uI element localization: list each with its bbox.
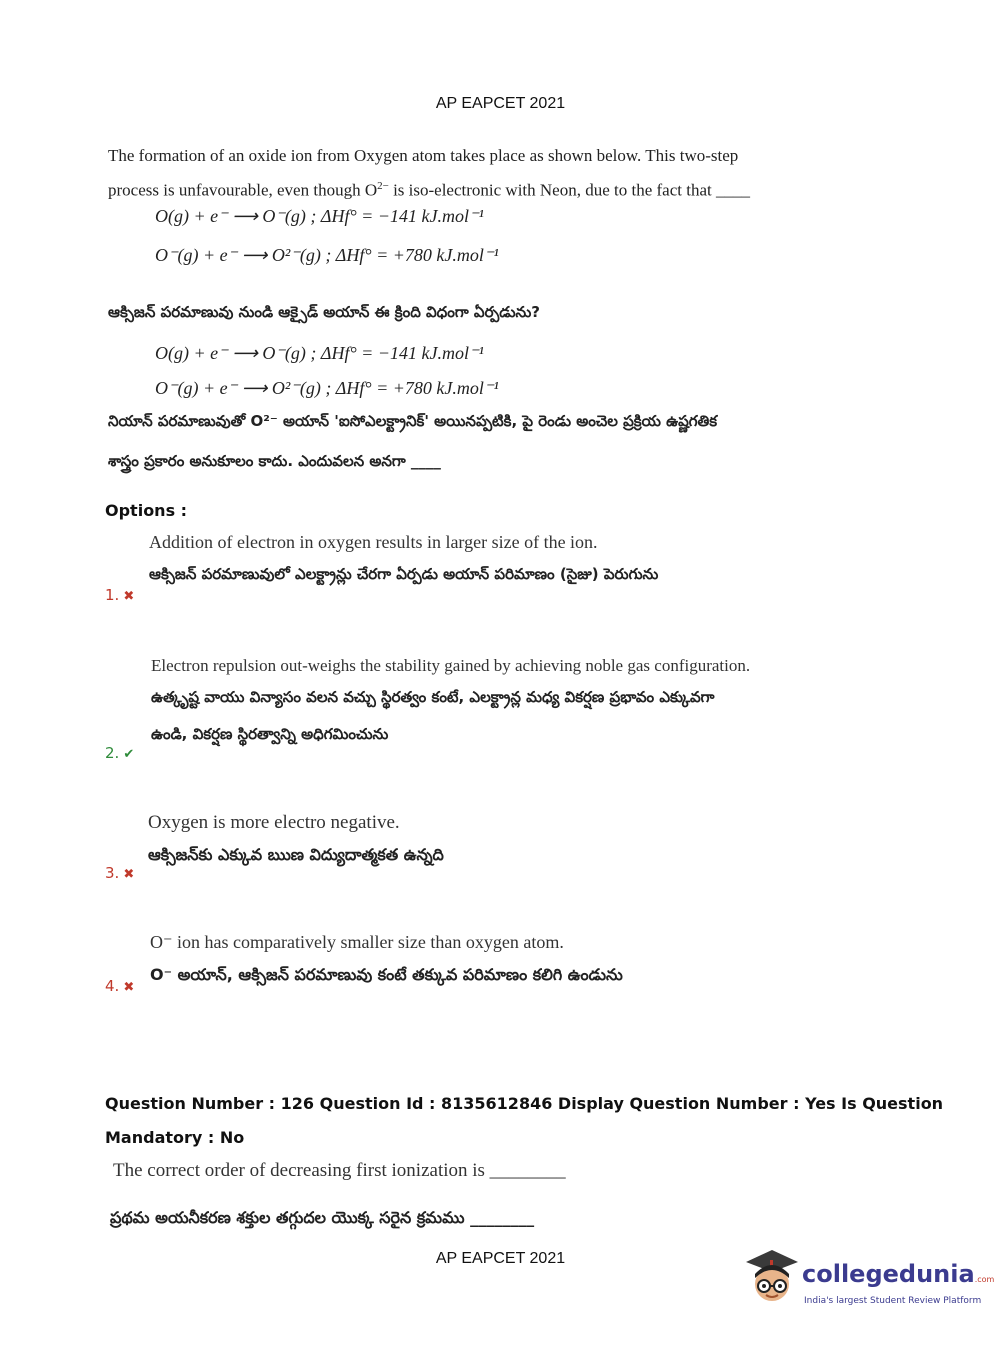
- option-3-marker: [105, 864, 134, 882]
- option-3-text-en: Oxygen is more electro negative.: [148, 812, 400, 833]
- option-3-number: 3.: [105, 864, 120, 882]
- logo-suffix: .com: [974, 1275, 995, 1284]
- option-1-number: 1.: [105, 586, 120, 604]
- question-line-2-sup: 2−: [377, 180, 389, 192]
- cross-icon: ✖: [123, 589, 135, 604]
- option-1-text-te: ఆక్సిజన్ పరమాణువులో ఎలక్ట్రాన్లు చేరగా ఏర్పడు అయాన్ పరిమాణం (సైజు) పెరుగును: [149, 565, 659, 583]
- option-4-number: 4.: [105, 977, 120, 995]
- question-line-2: [108, 171, 748, 206]
- option-2-marker: [105, 744, 134, 762]
- option-2-text-te-line-2: ఉండి, వికర్షణ స్థిరత్వాన్ని అధిగమించును: [151, 725, 389, 743]
- option-2-text-en: Electron repulsion out-weighs the stability gained by achieving noble gas configuration.: [151, 656, 751, 675]
- question-meta-line-2: Mandatory : No: [105, 1128, 245, 1147]
- equation-2: O⁻(g) + e⁻ ⟶ O²⁻(g) ; ΔHf° = +780 kJ.mol⁻¹: [155, 245, 499, 265]
- mascot-icon: [742, 1248, 800, 1310]
- next-question-text-en: The correct order of decreasing first ionization is ________: [113, 1160, 566, 1181]
- collegedunia-logo: [742, 1248, 995, 1318]
- logo-wordmark: collegedunia: [802, 1260, 975, 1288]
- question-text-en: [108, 140, 748, 206]
- option-3-text-te: ఆక్సిజన్‌కు ఎక్కువ ఋణ విద్యుదాత్మకత ఉన్నది: [148, 845, 444, 864]
- te-equation-1: O(g) + e⁻ ⟶ O⁻(g) ; ΔHf° = −141 kJ.mol⁻¹: [155, 343, 484, 363]
- page-header-title: AP EAPCET 2021: [435, 95, 566, 112]
- cross-icon: ✖: [123, 980, 135, 995]
- question-text-te-line-3: శాస్త్రం ప్రకారం అనుకూలం కాదు. ఎందువలన అనగా ____: [108, 452, 441, 470]
- options-label: Options :: [105, 501, 188, 520]
- check-icon: ✔: [123, 747, 135, 762]
- question-line-2-a: process is unfavourable, even though O: [108, 180, 378, 200]
- question-text-te-line-2: నియాన్ పరమాణువుతో O²⁻ అయాన్ 'ఐసోఎలక్ట్రానిక్' అయినప్పటికి, పై రెండు అంచెల ప్రక్రియ ఉష్ణగతిక: [108, 412, 718, 430]
- option-1-marker: [105, 586, 134, 604]
- question-line-2-b: is iso-electronic with Neon, due to the fact that ____: [388, 180, 750, 200]
- option-4-text-en: O⁻ ion has comparatively smaller size than oxygen atom.: [150, 932, 564, 952]
- question-text-te-line-1: ఆక్సిజన్ పరమాణువు నుండి ఆక్సైడ్ అయాన్ ఈ క్రింది విధంగా ఏర్పడును?: [108, 303, 540, 321]
- logo-tagline: India's largest Student Review Platform: [804, 1296, 982, 1306]
- question-meta-line-1: Question Number : 126 Question Id : 8135612846 Display Question Number : Yes Is Question: [105, 1094, 944, 1113]
- option-1-text-en: Addition of electron in oxygen results in larger size of the ion.: [149, 532, 598, 552]
- page-footer-title: AP EAPCET 2021: [435, 1250, 566, 1267]
- te-equation-2: O⁻(g) + e⁻ ⟶ O²⁻(g) ; ΔHf° = +780 kJ.mol⁻¹: [155, 378, 499, 398]
- option-4-marker: [105, 977, 134, 995]
- option-4-text-te: O⁻ అయాన్, ఆక్సిజన్ పరమాణువు కంటే తక్కువ పరిమాణం కలిగి ఉండును: [150, 965, 623, 984]
- equation-1: O(g) + e⁻ ⟶ O⁻(g) ; ΔHf° = −141 kJ.mol⁻¹: [155, 206, 484, 226]
- cross-icon: ✖: [123, 867, 135, 882]
- option-2-number: 2.: [105, 744, 120, 762]
- question-line-1: The formation of an oxide ion from Oxygen atom takes place as shown below. This two-step: [108, 146, 739, 165]
- option-2-text-te: ఉత్కృష్ట వాయు విన్యాసం వలన వచ్చు స్థిరత్వం కంటే, ఎలక్ట్రాన్ల మధ్య వికర్షణ ప్రభావం ఎక్కువగా: [151, 688, 715, 706]
- next-question-text-te: ప్రథమ అయనీకరణ శక్తుల తగ్గుదల యొక్క సరైన క్రమము ________: [110, 1208, 535, 1227]
